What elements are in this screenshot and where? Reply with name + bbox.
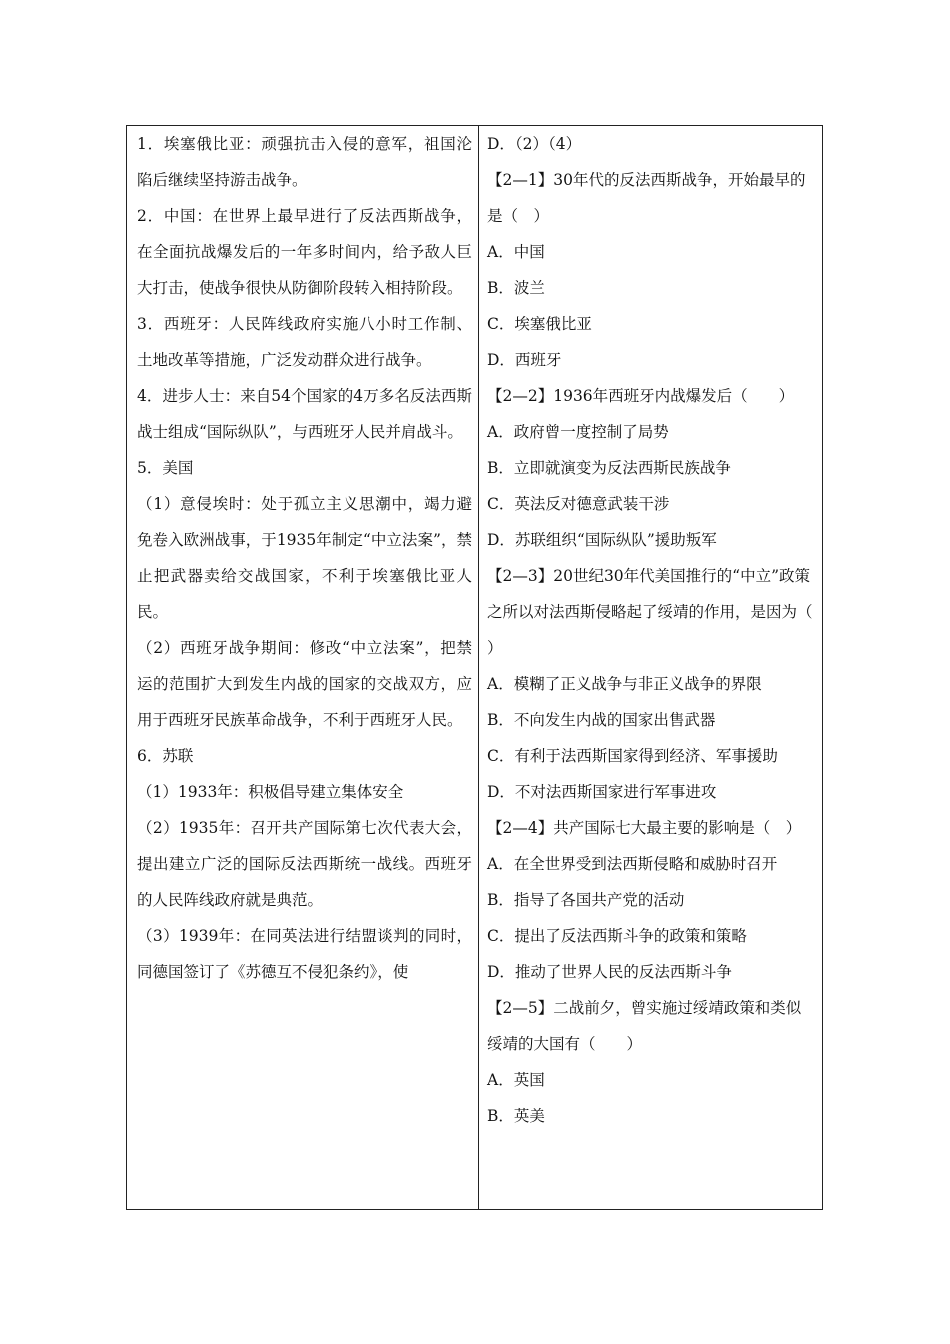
option-line: A．在全世界受到法西斯侵略和威胁时召开	[487, 855, 778, 873]
option-line: D．不对法西斯国家进行军事进攻	[487, 783, 717, 801]
option-line: A．中国	[487, 243, 545, 261]
option-line: B．英美	[487, 1107, 545, 1125]
question-2-2: 【2—2】1936年西班牙内战爆发后（ ）	[487, 387, 795, 405]
paragraph-ussr-heading: 6．苏联	[137, 747, 194, 765]
paragraph-china: 2．中国：在世界上最早进行了反法西斯战争，在全面抗战爆发后的一年多时间内，给予敌人巨大打击，使战争很快从防御阶段转入相持阶段。	[137, 207, 472, 297]
option-line: B．不向发生内战的国家出售武器	[487, 711, 716, 729]
option-line: A．英国	[487, 1071, 545, 1089]
option-line: A．政府曾一度控制了局势	[487, 423, 669, 441]
paragraph-usa-2: （2）西班牙战争期间：修改“中立法案”，把禁运的范围扩大到发生内战的国家的交战双方，应用于西班牙民族革命战争，不利于西班牙人民。	[137, 639, 472, 729]
option-line: D．西班牙	[487, 351, 562, 369]
option-line: C．英法反对德意武装干涉	[487, 495, 670, 513]
left-column	[127, 126, 479, 1209]
question-2-5: 【2—5】二战前夕，曾实施过绥靖政策和类似绥靖的大国有（ ）	[487, 999, 802, 1053]
paragraph-ethiopia: 1．埃塞俄比亚：顽强抗击入侵的意军，祖国沦陷后继续坚持游击战争。	[137, 135, 472, 189]
paragraph-ussr-1: （1）1933年：积极倡导建立集体安全	[137, 783, 404, 801]
paragraph-ussr-2: （2）1935年：召开共产国际第七次代表大会，提出建立广泛的国际反法西斯统一战线。西班牙的人民阵线政府就是典范。	[137, 819, 472, 909]
question-2-1: 【2—1】30年代的反法西斯战争，开始最早的是（ ）	[487, 171, 806, 225]
option-line: D．苏联组织“国际纵队”援助叛军	[487, 531, 717, 549]
option-line: C．有利于法西斯国家得到经济、军事援助	[487, 747, 778, 765]
option-line: D．推动了世界人民的反法西斯斗争	[487, 963, 732, 981]
content-table	[126, 125, 844, 1210]
question-2-4: 【2—4】共产国际七大最主要的影响是（ ）	[487, 819, 802, 837]
paragraph-usa-heading: 5．美国	[137, 459, 194, 477]
option-line: B．指导了各国共产党的活动	[487, 891, 685, 909]
option-line: A．模糊了正义战争与非正义战争的界限	[487, 675, 762, 693]
paragraph-progressives: 4．进步人士：来自54个国家的4万多名反法西斯战士组成“国际纵队”，与西班牙人民并肩战斗。	[137, 387, 472, 441]
question-2-3: 【2—3】20世纪30年代美国推行的“中立”政策之所以对法西斯侵略起了绥靖的作用，是因为（ ）	[487, 567, 844, 657]
paragraph-ussr-3: （3）1939年：在同英法进行结盟谈判的同时，同德国签订了《苏德互不侵犯条约》，使	[137, 927, 472, 981]
option-line: B．波兰	[487, 279, 545, 297]
paragraph-usa-1: （1）意侵埃时：处于孤立主义思潮中，竭力避免卷入欧洲战事，于1935年制定“中立法案”，禁止把武器卖给交战国家，不利于埃塞俄比亚人民。	[137, 495, 472, 621]
option-line: C．提出了反法西斯斗争的政策和策略	[487, 927, 747, 945]
paragraph-spain: 3．西班牙：人民阵线政府实施八小时工作制、土地改革等措施，广泛发动群众进行战争。	[137, 315, 472, 369]
option-line: C．埃塞俄比亚	[487, 315, 592, 333]
right-column	[479, 126, 844, 1209]
option-line: D．（2）（4）	[487, 135, 582, 153]
option-line: B．立即就演变为反法西斯民族战争	[487, 459, 731, 477]
